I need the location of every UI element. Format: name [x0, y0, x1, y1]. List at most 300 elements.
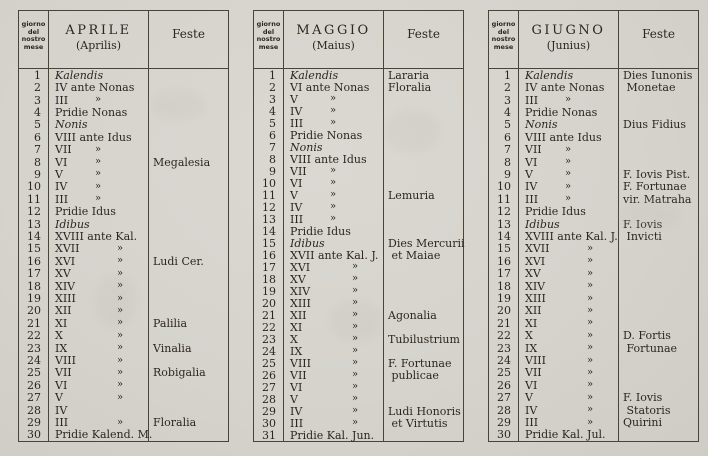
day-label-cell: [283, 153, 383, 165]
column-header-month: [48, 11, 148, 68]
day-row: [489, 106, 698, 118]
month-name: MAGGIO: [296, 23, 371, 38]
day-label-cell: [48, 255, 148, 267]
day-number: 7: [504, 143, 511, 157]
day-label: XVII ante Kal. J.: [290, 248, 379, 262]
feste-cell: [148, 193, 228, 205]
day-row: [19, 205, 228, 217]
day-label: Pridie Idus: [290, 224, 351, 238]
day-number: 25: [262, 356, 276, 370]
day-row: [19, 354, 228, 366]
day-label-cell: [283, 357, 383, 369]
day-label: Kalendis: [290, 68, 339, 82]
ditto-mark: »: [565, 155, 572, 167]
day-number: 24: [27, 354, 41, 368]
day-number: 17: [262, 260, 276, 274]
day-label: XV: [525, 267, 541, 281]
feste-cell: [383, 285, 463, 297]
day-label-cell: [48, 94, 148, 106]
day-number: 17: [27, 267, 41, 281]
day-label: III: [525, 416, 539, 430]
day-row: [254, 417, 463, 429]
feste-cell: [383, 321, 463, 333]
day-row: [254, 309, 463, 321]
day-label-cell: [518, 81, 618, 93]
day-label-cell: [283, 225, 383, 237]
day-label-cell: [518, 416, 618, 428]
day-number: 19: [27, 292, 41, 306]
day-label-cell: [283, 381, 383, 393]
day-number: 2: [34, 81, 41, 95]
day-label-cell: [48, 218, 148, 230]
feste-cell: [383, 129, 463, 141]
day-row: [489, 181, 698, 193]
ditto-mark: »: [330, 200, 337, 212]
day-row: [254, 333, 463, 345]
day-label: VII: [55, 143, 72, 157]
day-row: [489, 330, 698, 342]
column-header-month: [518, 11, 618, 68]
ditto-mark: »: [587, 342, 594, 354]
ditto-mark: »: [117, 342, 124, 354]
day-number: 18: [27, 279, 41, 293]
day-col-header-line: nostro: [256, 35, 281, 43]
day-row: [254, 381, 463, 393]
day-label-cell: [283, 369, 383, 381]
feste-cell: Megalesia: [148, 156, 228, 168]
day-row: [489, 392, 698, 404]
ditto-mark: »: [587, 379, 594, 391]
day-row: [19, 379, 228, 391]
day-row: [489, 156, 698, 168]
day-label: IV ante Nonas: [55, 81, 135, 95]
day-label-cell: [283, 429, 383, 441]
feste-cell: [383, 297, 463, 309]
day-label-cell: [48, 81, 148, 93]
ditto-mark: »: [95, 180, 102, 192]
day-label: VI: [525, 155, 538, 169]
day-row: [254, 189, 463, 201]
day-number: 29: [27, 416, 41, 430]
feste-cell: [148, 243, 228, 255]
ditto-mark: »: [587, 242, 594, 254]
day-label: III: [55, 93, 69, 107]
feste-cell: [148, 205, 228, 217]
day-label: VII: [525, 366, 542, 380]
day-label-cell: [283, 321, 383, 333]
day-number: 30: [262, 416, 276, 430]
ditto-mark: »: [117, 255, 124, 267]
day-label-cell: [518, 280, 618, 292]
day-label-cell: [283, 165, 383, 177]
day-col-header-line: del: [262, 27, 275, 36]
day-number: 19: [497, 292, 511, 306]
day-label-cell: [518, 69, 618, 81]
day-label-cell: [283, 405, 383, 417]
day-col-header-line: mese: [23, 42, 44, 51]
day-row: [489, 243, 698, 255]
feste-cell: Floralia: [383, 81, 463, 93]
day-row: [489, 367, 698, 379]
day-number: 14: [497, 229, 511, 243]
feste-cell: [383, 201, 463, 213]
day-label-cell: [283, 177, 383, 189]
day-label: VII: [290, 164, 307, 178]
day-label-cell: [518, 330, 618, 342]
day-row: [489, 416, 698, 428]
day-number: 16: [262, 248, 276, 262]
day-number: 6: [504, 130, 511, 144]
day-label-cell: [48, 143, 148, 155]
day-number: 10: [27, 180, 41, 194]
day-number: 13: [497, 217, 511, 231]
feste-cell: [618, 156, 698, 168]
day-label: XII: [55, 304, 72, 318]
day-number: 25: [497, 366, 511, 380]
day-row: [254, 393, 463, 405]
ditto-mark: »: [587, 304, 594, 316]
day-label-cell: [283, 129, 383, 141]
day-label: IX: [55, 341, 68, 355]
day-col-header-line: del: [497, 27, 510, 36]
day-label-cell: [283, 393, 383, 405]
day-label-cell: [48, 367, 148, 379]
day-label-cell: [518, 255, 618, 267]
day-number: 26: [262, 368, 276, 382]
day-row: [19, 268, 228, 280]
day-number: 12: [497, 205, 511, 219]
day-col-header-line: giorno: [21, 20, 46, 28]
day-row: [254, 177, 463, 189]
feste-cell: [148, 379, 228, 391]
day-label: X: [55, 329, 63, 343]
day-label: XII: [525, 304, 542, 318]
day-row: [19, 230, 228, 242]
day-row: [19, 392, 228, 404]
ditto-mark: »: [352, 404, 359, 416]
feste-cell: F. Iovis: [618, 218, 698, 230]
feste-cell: vir. Matraha: [618, 193, 698, 205]
feste-cell: [383, 153, 463, 165]
day-label: III: [290, 116, 304, 130]
ditto-mark: »: [352, 284, 359, 296]
day-number: 16: [497, 254, 511, 268]
feste-cell: Lemuria: [383, 189, 463, 201]
day-label: V: [55, 391, 63, 405]
day-number: 20: [497, 304, 511, 318]
feste-cell: [618, 143, 698, 155]
feste-cell: [148, 106, 228, 118]
day-label: X: [290, 332, 298, 346]
day-label-cell: [518, 218, 618, 230]
day-label-cell: [283, 69, 383, 81]
ditto-mark: »: [117, 391, 124, 403]
ditto-mark: »: [352, 344, 359, 356]
ditto-mark: »: [352, 308, 359, 320]
day-label-cell: [48, 193, 148, 205]
day-label-cell: [518, 131, 618, 143]
ditto-mark: »: [565, 93, 572, 105]
day-label-cell: [48, 416, 148, 428]
day-row: [489, 354, 698, 366]
day-label-cell: [518, 292, 618, 304]
day-label-cell: [48, 156, 148, 168]
day-label: VI: [55, 378, 68, 392]
day-row: [19, 119, 228, 131]
day-row: [254, 237, 463, 249]
ditto-mark: »: [565, 143, 572, 155]
month-name: GIUGNO: [531, 23, 606, 38]
day-number: 4: [269, 104, 276, 118]
feste-cell: [618, 255, 698, 267]
day-label: III: [525, 192, 539, 206]
day-label-cell: [518, 156, 618, 168]
day-number: 12: [27, 205, 41, 219]
day-row: [254, 153, 463, 165]
feste-cell: [618, 131, 698, 143]
day-number: 30: [497, 428, 511, 442]
day-row: [489, 94, 698, 106]
day-label: XIII: [55, 292, 76, 306]
day-row: [19, 94, 228, 106]
day-row: [254, 321, 463, 333]
day-label: VIII: [290, 356, 311, 370]
day-number: 2: [504, 81, 511, 95]
day-label-cell: [518, 193, 618, 205]
day-label-cell: [283, 105, 383, 117]
day-row: [489, 193, 698, 205]
day-row: [489, 305, 698, 317]
table-header: [489, 11, 698, 69]
day-label: VIII: [55, 354, 76, 368]
feste-cell: Palilia: [148, 317, 228, 329]
feste-cell: [383, 393, 463, 405]
day-label: XVII: [525, 242, 550, 256]
day-number: 18: [262, 272, 276, 286]
day-label: V: [290, 188, 298, 202]
day-number: 20: [27, 304, 41, 318]
column-header-feste: Feste: [618, 11, 698, 68]
feste-cell: Invicti: [618, 230, 698, 242]
day-number: 9: [269, 164, 276, 178]
feste-cell: [618, 305, 698, 317]
day-label: XIII: [290, 296, 311, 310]
feste-cell: [148, 119, 228, 131]
day-label-cell: [283, 297, 383, 309]
day-row: [254, 357, 463, 369]
day-row: [19, 416, 228, 428]
day-row: [19, 317, 228, 329]
ditto-mark: »: [117, 416, 124, 428]
feste-cell: [148, 94, 228, 106]
day-label: V: [55, 167, 63, 181]
ditto-mark: »: [95, 168, 102, 180]
day-label-cell: [48, 268, 148, 280]
ditto-mark: »: [587, 292, 594, 304]
day-number: 11: [497, 192, 511, 206]
day-number: 15: [497, 242, 511, 256]
day-label: V: [290, 392, 298, 406]
day-row: [254, 273, 463, 285]
day-number: 14: [27, 229, 41, 243]
ditto-mark: »: [330, 92, 337, 104]
feste-cell: [618, 317, 698, 329]
ditto-mark: »: [117, 317, 124, 329]
ditto-mark: »: [587, 366, 594, 378]
ditto-mark: »: [95, 143, 102, 155]
day-col-header-line: mese: [493, 42, 514, 51]
day-row: [254, 225, 463, 237]
day-number: 21: [27, 316, 41, 330]
day-label-cell: [518, 367, 618, 379]
day-label: Pridie Kal. Jun.: [290, 428, 375, 442]
day-number: 23: [497, 341, 511, 355]
day-label-cell: [518, 392, 618, 404]
day-label: IV: [525, 180, 538, 194]
day-row: [489, 342, 698, 354]
column-header-feste: Feste: [148, 11, 228, 68]
day-number: 22: [497, 329, 511, 343]
day-label: VI: [290, 380, 303, 394]
feste-cell: [618, 379, 698, 391]
day-number: 24: [497, 354, 511, 368]
day-label: XVI: [290, 260, 311, 274]
day-label-cell: [48, 181, 148, 193]
feste-cell: Ludi Cer.: [148, 255, 228, 267]
ditto-mark: »: [587, 255, 594, 267]
day-label-cell: [283, 261, 383, 273]
day-label: XV: [290, 272, 306, 286]
day-number: 8: [34, 155, 41, 169]
day-label-cell: [283, 273, 383, 285]
column-header-feste: Feste: [383, 11, 463, 68]
feste-cell: et Virtutis: [383, 417, 463, 429]
feste-cell: [383, 345, 463, 357]
day-label-cell: [518, 205, 618, 217]
day-label: III: [525, 93, 539, 107]
day-number: 11: [27, 192, 41, 206]
day-row: [489, 119, 698, 131]
feste-cell: Dies Mercurii: [383, 237, 465, 249]
day-number: 3: [269, 92, 276, 106]
day-label: Idibus: [55, 217, 90, 231]
day-row: [19, 81, 228, 93]
day-label-cell: [283, 345, 383, 357]
day-number: 8: [504, 155, 511, 169]
day-number: 28: [262, 392, 276, 406]
feste-cell: [383, 225, 463, 237]
ditto-mark: »: [352, 368, 359, 380]
day-label: III: [55, 416, 69, 430]
day-label: XVIII ante Kal. J.: [525, 229, 618, 243]
ditto-mark: »: [352, 392, 359, 404]
day-number: 24: [262, 344, 276, 358]
day-label-cell: [283, 309, 383, 321]
feste-cell: [148, 292, 228, 304]
day-label-cell: [48, 330, 148, 342]
feste-cell: Tubilustrium: [383, 333, 463, 345]
day-number: 1: [504, 68, 511, 82]
day-number: 26: [497, 378, 511, 392]
day-label: IV: [290, 404, 303, 418]
day-label-cell: [518, 143, 618, 155]
day-row: [19, 404, 228, 416]
month-table-maggio: [253, 10, 464, 442]
table-header: [19, 11, 228, 69]
day-label: XIV: [525, 279, 546, 293]
day-row: [19, 255, 228, 267]
feste-cell: [618, 205, 698, 217]
day-number: 16: [27, 254, 41, 268]
feste-cell: publicae: [383, 369, 463, 381]
day-label: Pridie Idus: [525, 205, 586, 219]
day-label-cell: [48, 243, 148, 255]
day-label-cell: [283, 285, 383, 297]
ditto-mark: »: [330, 188, 337, 200]
ditto-mark: »: [330, 104, 337, 116]
day-row: [19, 292, 228, 304]
day-label-cell: [518, 429, 618, 441]
feste-cell: D. Fortis: [618, 330, 698, 342]
feste-cell: Floralia: [148, 416, 228, 428]
month-latin-name: (Junius): [546, 39, 591, 52]
feste-cell: [148, 305, 228, 317]
day-number: 26: [27, 378, 41, 392]
column-header-day: [489, 11, 518, 68]
day-row: [254, 285, 463, 297]
day-number: 3: [504, 93, 511, 107]
day-number: 1: [269, 68, 276, 82]
day-number: 9: [504, 167, 511, 181]
day-label-cell: [283, 333, 383, 345]
ditto-mark: »: [330, 176, 337, 188]
ditto-mark: »: [330, 164, 337, 176]
day-row: [489, 230, 698, 242]
table-header: [254, 11, 463, 69]
day-number: 15: [262, 236, 276, 250]
day-label-cell: [48, 292, 148, 304]
day-row: [254, 201, 463, 213]
day-label: XI: [55, 316, 68, 330]
day-label-cell: [48, 354, 148, 366]
feste-cell: [618, 243, 698, 255]
feste-cell: [148, 230, 228, 242]
feste-cell: Dies Iunonis: [618, 69, 698, 81]
day-col-header-line: nostro: [491, 35, 516, 43]
day-number: 4: [504, 105, 511, 119]
day-number: 29: [497, 416, 511, 430]
day-label: VIII ante Idus: [525, 130, 602, 144]
feste-cell: [383, 429, 463, 441]
day-row: [254, 105, 463, 117]
ditto-mark: »: [587, 267, 594, 279]
day-row: [254, 345, 463, 357]
day-label: XVI: [525, 254, 546, 268]
table-body: [19, 69, 228, 441]
table-body: [489, 69, 698, 441]
day-label: XV: [55, 267, 71, 281]
day-label: IX: [290, 344, 303, 358]
day-row: [19, 429, 228, 441]
day-row: [254, 81, 463, 93]
ditto-mark: »: [587, 391, 594, 403]
day-label-cell: [48, 428, 153, 442]
feste-cell: [383, 117, 463, 129]
ditto-mark: »: [352, 332, 359, 344]
day-row: [19, 193, 228, 205]
day-label: IV: [525, 403, 538, 417]
day-number: 5: [34, 118, 41, 132]
